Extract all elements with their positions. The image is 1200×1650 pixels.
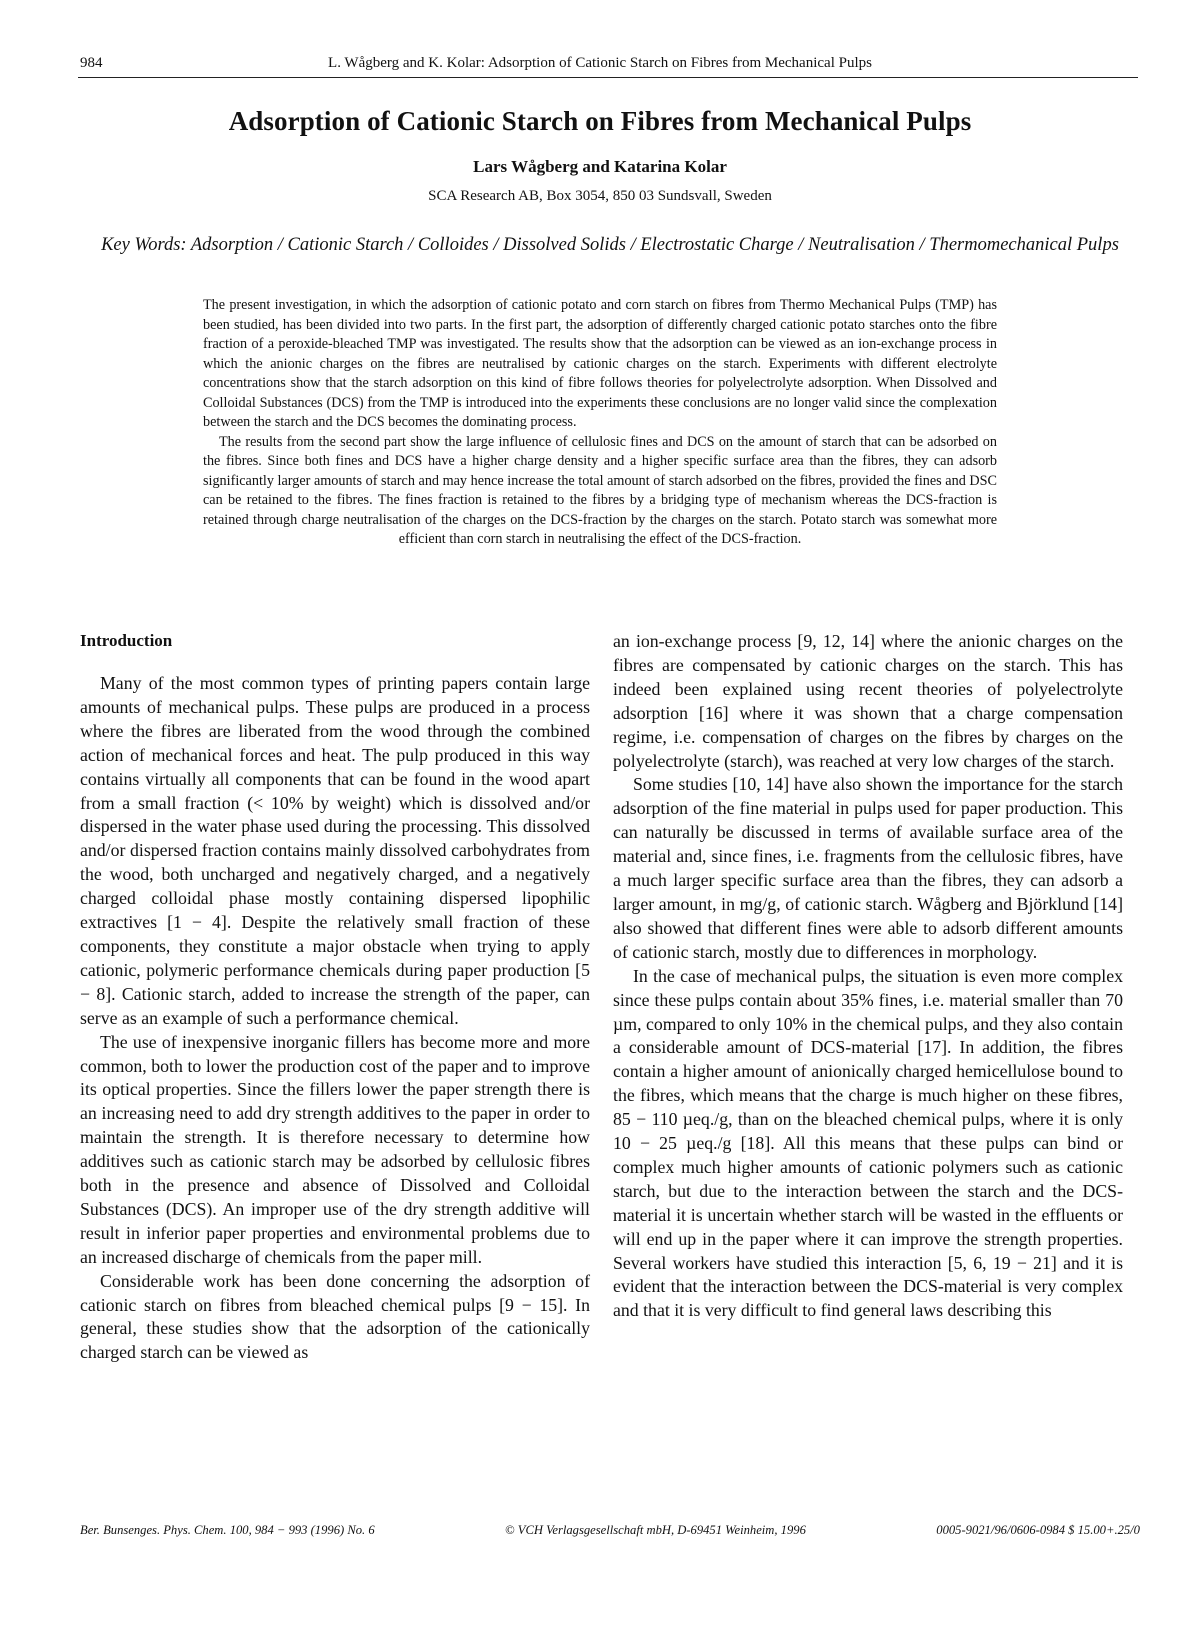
article-title: Adsorption of Cationic Starch on Fibres from Mechanical Pulps — [228, 106, 972, 136]
authors: Lars Wågberg and Katarina Kolar — [473, 157, 727, 176]
body-paragraph: Many of the most common types of printing papers contain large amounts of mechanical pulps. These pulps are produced in a process where the fibres are liberated from the wood through the combined action of mechanical forces and heat. The pulp produced in this way contains virtually all components that can be found in the wood apart from a small fraction (< 10% by weight) which is dissolved and/or dispersed in the water phase used during the processing. This dissolved and/or dispersed fraction contains mainly dissolved carbohydrates from the wood, both uncharged and negatively charged, and a negatively charged colloidal phase mostly containing dispersed lipophilic extractives [1 − 4]. Despite the relatively small fraction of these components, they constitute a major obstacle when trying to apply cationic, polymeric performance chemicals during paper production [5 − 8]. Cationic starch, added to increase the strength of the paper, can serve as an example of such a performance chemical. — [80, 673, 590, 1028]
body-paragraph: Considerable work has been done concerning the adsorption of cationic starch on fibres from bleached chemical pulps [9 − 15]. In general, these studies show that the adsorption of the cationically charged starch can be viewed as — [80, 1270, 590, 1363]
body-paragraph: In the case of mechanical pulps, the situation is even more complex since these pulps contain about 35% fines, i.e. material smaller than 70 µm, compared to only 10% in the chemical pulps, and they also contain a considerable amount of DCS-material [17]. In addition, the fibres contain a higher amount of anionically charged hemicellulose bound to the fibres, which means that the charge is much higher on these fibres, 85 − 110 µeq./g, than on the bleached chemical pulps, where it is only 10 − 25 µeq./g [18]. All this means that these pulps can bind or complex much higher amounts of cationic polymers such as cationic starch, but due to the interaction between the starch and the DCS-material it is uncertain whether starch will be wasted in the effluents or will end up in the paper where it can improve the strength properties. Several workers have studied this interaction [5, 6, 19 − 21] and it is evident that the interaction between the DCS-material is very complex and that it is very difficult to find general laws describing this — [613, 965, 1123, 1321]
body-paragraph: an ion-exchange process [9, 12, 14] where the anionic charges on the fibres are compensated by cationic charges on the starch. This has indeed been explained using recent theories of polyelectrolyte adsorption [16] where it was shown that a charge compensation regime, i.e. compensation of charges on the fibres by charges on the polyelectrolyte (starch), was reached at very low charges of the starch. — [613, 631, 1123, 771]
section-heading-introduction: Introduction — [80, 631, 173, 650]
body-paragraph: Some studies [10, 14] have also shown the importance for the starch adsorption of the fine material in pulps used for paper production. This can naturally be discussed in terms of available surface area of the material and, since fines, i.e. fragments from the cellulosic fibres, have a much larger specific surface area than the fibres, they can adsorb a larger amount, in mg/g, of cationic starch. Wågberg and Björklund [14] also showed that different fines were able to adsorb different amounts of cationic starch, mostly due to differences in morphology. — [613, 774, 1123, 962]
footer-journal: Ber. Bunsenges. Phys. Chem. 100, 984 − 993 (1996) No. 6 — [80, 1523, 375, 1537]
page-number: 984 — [80, 55, 103, 71]
footer-code: 0005-9021/96/0606-0984 $ 15.00+.25/0 — [936, 1523, 1140, 1537]
body-paragraph: The use of inexpensive inorganic fillers has become more and more common, both to lower the production cost of the paper and to improve its optical properties. Since the fillers lower the paper strength there is an increasing need to add dry strength additives to the paper in order to maintain the strength. It is therefore necessary to determine how additives such as cationic starch may be adsorbed by cellulosic fibres both in the presence and absence of Dissolved and Colloidal Substances (DCS). An improper use of the dry strength additive will result in inferior paper properties and environmental problems due to an increased discharge of chemicals from the paper mill. — [80, 1031, 590, 1267]
affiliation: SCA Research AB, Box 3054, 850 03 Sundsvall, Sweden — [428, 188, 772, 204]
running-title: L. Wågberg and K. Kolar: Adsorption of Cationic Starch on Fibres from Mechanical Pulps — [328, 55, 872, 71]
page-footer — [80, 1523, 1140, 1538]
abstract-paragraph: The results from the second part show the large influence of cellulosic fines and DCS on the amount of starch that can be adsorbed on the fibres. Since both fines and DCS have a higher charge density and a higher specific surface area than the fibres, they can adsorb significantly larger amounts of starch and may hence increase the total amount of starch adsorbed on the fibres, provided the fines and DSC can be retained to the fibres. The fines fraction is retained to the fibres by a bridging type of mechanism whereas the DCS-fraction is retained through charge neutralisation of the charges on the DCS-fraction by the charges on the starch. Potato starch was somewhat more efficient than corn starch in neutralising the effect of the DCS-fraction. — [203, 433, 997, 547]
running-header — [78, 53, 1138, 78]
abstract — [203, 296, 997, 550]
right-column — [613, 630, 1123, 1323]
footer-publisher: © VCH Verlagsgesellschaft mbH, D-69451 Weinheim, 1996 — [505, 1523, 806, 1537]
abstract-paragraph: The present investigation, in which the adsorption of cationic potato and corn starch on fibres from Thermo Mechanical Pulps (TMP) has been studied, has been divided into two parts. In the first part, the adsorption of differently charged cationic potato starches onto the fibre fraction of a peroxide-bleached TMP was investigated. The results show that the adsorption can be viewed as an ion-exchange process in which the anionic charges on the fibres are neutralised by cationic charges on the starch. Experiments with different electrolyte concentrations show that the starch adsorption on this kind of fibre follows theories for polyelectrolyte adsorption. When Dissolved and Colloidal Substances (DCS) from the TMP is introduced into the experiments these conclusions are no longer valid since the complexation between the starch and the DCS becomes the dominating process. — [203, 297, 997, 430]
left-column — [80, 630, 590, 1365]
keywords: Key Words: Adsorption / Cationic Starch / Colloides / Dissolved Solids / Electrostatic Charge / Neutralisation / Thermomechanical Pulps — [101, 235, 1119, 255]
